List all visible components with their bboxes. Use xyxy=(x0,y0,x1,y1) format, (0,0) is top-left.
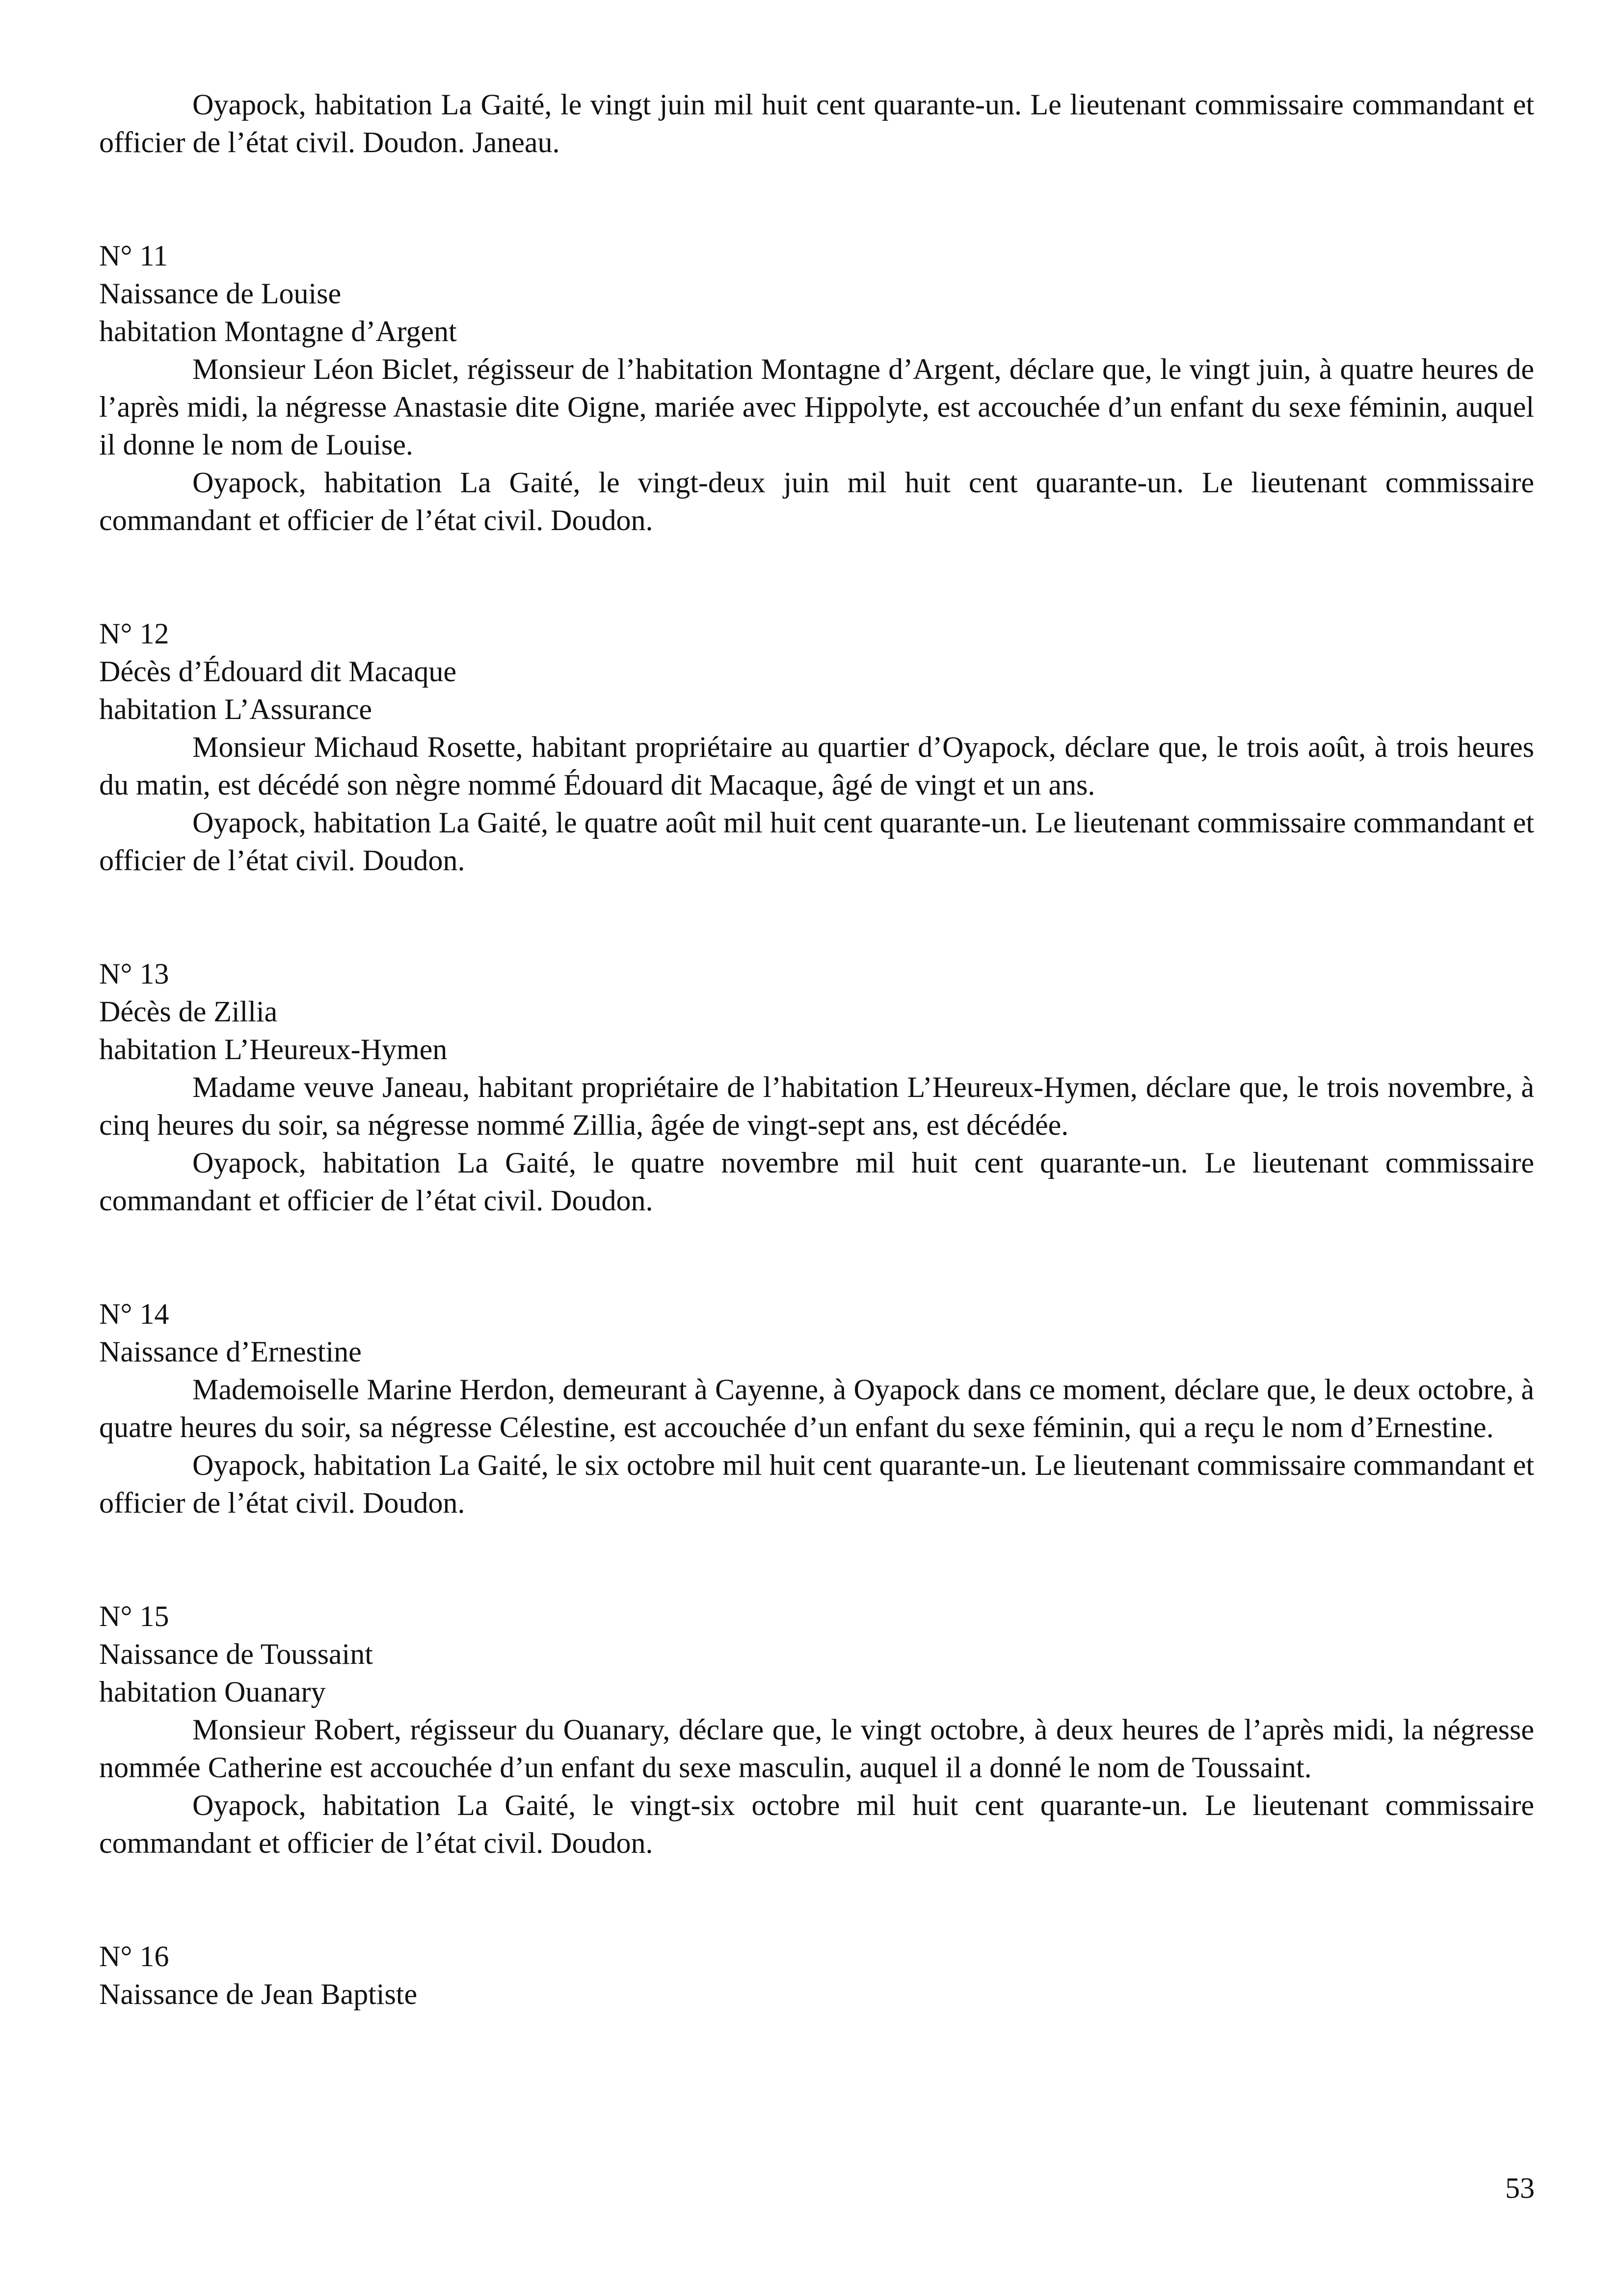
paragraph: Oyapock, habitation La Gaité, le quatre novembre mil huit cent quarante-un. Le lieutenant commissaire commandant et officier de l’état civil. Doudon. xyxy=(99,1147,1534,1217)
entry-11 xyxy=(99,237,1534,539)
paragraph: Oyapock, habitation La Gaité, le quatre août mil huit cent quarante-un. Le lieutenant commissaire commandant et officier de l’état civil. Doudon. xyxy=(99,806,1534,877)
entry-number: N° 13 xyxy=(99,958,169,990)
entry-12 xyxy=(99,615,1534,880)
entry-place: habitation Ouanary xyxy=(99,1676,326,1708)
entry-15 xyxy=(99,1598,1534,1862)
paragraph: Oyapock, habitation La Gaité, le vingt-deux juin mil huit cent quarante-un. Le lieutenant commissaire commandant et officier de l’état civil. Doudon. xyxy=(99,466,1534,536)
entry-title: Naissance de Louise xyxy=(99,277,342,310)
paragraph: Oyapock, habitation La Gaité, le vingt juin mil huit cent quarante-un. Le lieutenant commissaire commandant et officier de l’état civil. Doudon. Janeau. xyxy=(99,88,1534,159)
paragraph: Mademoiselle Marine Herdon, demeurant à Cayenne, à Oyapock dans ce moment, déclare que, le deux octobre, à quatre heures du soir, sa négresse Célestine, est accouchée d’un enfant du sexe féminin, qui a reçu le nom d’Ernestine. xyxy=(99,1373,1534,1443)
entry-16 xyxy=(99,1938,1534,2013)
entry-number: N° 14 xyxy=(99,1298,169,1330)
entry-number: N° 11 xyxy=(99,240,168,272)
paragraph: Oyapock, habitation La Gaité, le vingt-six octobre mil huit cent quarante-un. Le lieutenant commissaire commandant et officier de l’état civil. Doudon. xyxy=(99,1789,1534,1859)
paragraph: Monsieur Léon Biclet, régisseur de l’habitation Montagne d’Argent, déclare que, le vingt juin, à quatre heures de l’après midi, la négresse Anastasie dite Oigne, mariée avec Hippolyte, est accouchée d’un enfant du sexe féminin, auquel il donne le nom de Louise. xyxy=(99,353,1534,461)
entry-14 xyxy=(99,1295,1534,1522)
page-number: 53 xyxy=(1505,2172,1535,2204)
entry-number: N° 15 xyxy=(99,1600,169,1632)
document-page xyxy=(99,86,1534,2013)
entry-place: habitation Montagne d’Argent xyxy=(99,315,457,347)
paragraph: Monsieur Robert, régisseur du Ouanary, déclare que, le vingt octobre, à deux heures de l’après midi, la négresse nommée Catherine est accouchée d’un enfant du sexe masculin, auquel il a donné le nom de Toussaint. xyxy=(99,1713,1534,1784)
entry-number: N° 16 xyxy=(99,1940,169,1973)
entry-title: Naissance de Toussaint xyxy=(99,1638,373,1670)
entry-13 xyxy=(99,955,1534,1220)
entry-title: Décès d’Édouard dit Macaque xyxy=(99,655,457,688)
paragraph: Madame veuve Janeau, habitant propriétaire de l’habitation L’Heureux-Hymen, déclare que, le trois novembre, à cinq heures du soir, sa négresse nommé Zillia, âgée de vingt-sept ans, est décédée. xyxy=(99,1071,1534,1141)
paragraph: Oyapock, habitation La Gaité, le six octobre mil huit cent quarante-un. Le lieutenant commissaire commandant et officier de l’état civil. Doudon. xyxy=(99,1449,1534,1519)
entry-title: Naissance d’Ernestine xyxy=(99,1335,362,1368)
entry-number: N° 12 xyxy=(99,617,169,650)
entry-title: Décès de Zillia xyxy=(99,995,278,1028)
paragraph: Monsieur Michaud Rosette, habitant propriétaire au quartier d’Oyapock, déclare que, le trois août, à trois heures du matin, est décédé son nègre nommé Édouard dit Macaque, âgé de vingt et un ans. xyxy=(99,731,1534,801)
entry-place: habitation L’Assurance xyxy=(99,693,372,725)
entry-place: habitation L’Heureux-Hymen xyxy=(99,1033,448,1066)
intro-block xyxy=(99,86,1534,161)
entry-title: Naissance de Jean Baptiste xyxy=(99,1978,418,2010)
